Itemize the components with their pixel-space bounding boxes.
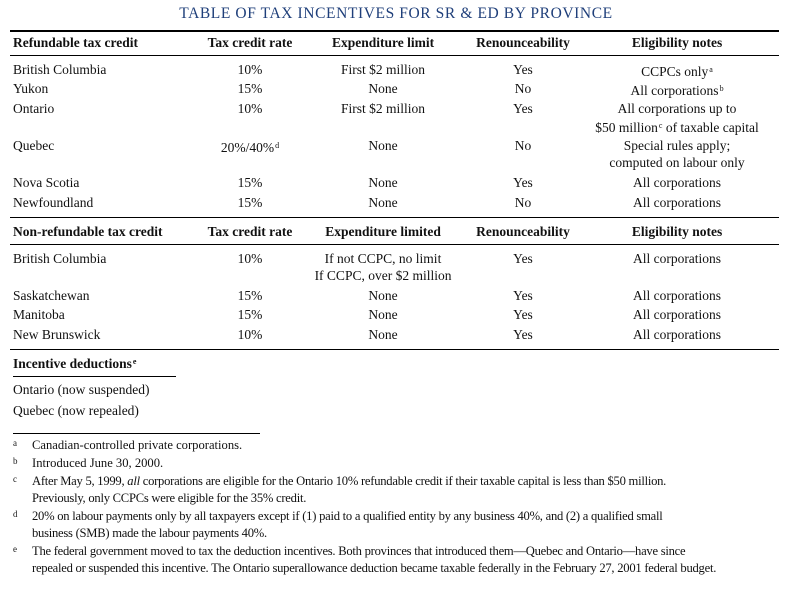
table-row-province: New Brunswick xyxy=(13,327,101,342)
table-top-rule xyxy=(10,30,779,32)
table-row-province: Quebec xyxy=(13,138,55,153)
deduction-item: Ontario (now suspended) xyxy=(13,382,150,397)
table-row-province: Nova Scotia xyxy=(13,175,80,190)
footnote-a xyxy=(13,437,783,454)
footnote-text: 20% on labour payments only by all taxpayers except if (1) paid to a qualified entity by any business 40%, and (2) a qualified small xyxy=(32,509,663,523)
footnote-marker: c xyxy=(658,121,663,130)
footnote-marker: b xyxy=(13,456,18,466)
footnote-d xyxy=(13,508,783,542)
header-rule xyxy=(10,244,779,245)
footnote-e xyxy=(13,543,783,577)
footnote-text: After May 5, 1999, all corporations are eligible for the Ontario 10% refundable credit if their taxable capital is less than $50 million. xyxy=(32,474,667,488)
footnote-marker: c xyxy=(13,474,17,484)
footnote-marker: b xyxy=(719,84,724,93)
footnote-text: Introduced June 30, 2000. xyxy=(32,456,164,470)
table-row-province: Yukon xyxy=(13,81,49,96)
footnote-text: repealed or suspended this incentive. The Ontario superallowance deduction became taxable federally in the February 27, 2001 federal budget. xyxy=(32,561,717,575)
page-title: TABLE OF TAX INCENTIVES FOR SR & ED BY PROVINCE xyxy=(179,5,613,22)
header-nonrefundable-credit: Non-refundable tax credit xyxy=(13,224,163,239)
footnotes xyxy=(13,437,783,578)
footnote-rule xyxy=(13,433,260,434)
footnote-marker: a xyxy=(709,65,713,74)
footnote-marker: a xyxy=(13,438,17,448)
header-rule xyxy=(10,55,779,56)
deductions-rule xyxy=(13,376,176,377)
footnote-marker: e xyxy=(132,357,137,366)
footnote-text: Previously, only CCPCs were eligible for the 35% credit. xyxy=(32,491,307,505)
table-row-province: Saskatchewan xyxy=(13,288,90,303)
deduction-item: Quebec (now repealed) xyxy=(13,403,139,418)
footnote-text: business (SMB) made the labour payments 40%. xyxy=(32,526,267,540)
table-row-province: Newfoundland xyxy=(13,195,94,210)
footnote-marker: d xyxy=(275,141,280,150)
footnote-marker: d xyxy=(13,509,18,519)
footnote-text: The federal government moved to tax the deduction incentives. Both provinces that introduced them—Quebec and Ontario—have since xyxy=(32,544,686,558)
section-rule xyxy=(10,217,779,218)
footnote-marker: e xyxy=(13,544,17,554)
header-incentive-deductions: Incentive deductions$^e$ xyxy=(13,356,137,371)
header-refundable-credit: Refundable tax credit xyxy=(13,35,138,50)
section-rule xyxy=(10,349,779,350)
footnote-text: Canadian-controlled private corporations. xyxy=(32,438,243,452)
table-row-province: Ontario xyxy=(13,101,55,116)
footnote-b xyxy=(13,455,783,472)
footnote-c xyxy=(13,473,783,507)
table-row-province: British Columbia xyxy=(13,62,107,77)
table-row-province: Manitoba xyxy=(13,307,65,322)
table-row-province: British Columbia xyxy=(13,251,107,266)
